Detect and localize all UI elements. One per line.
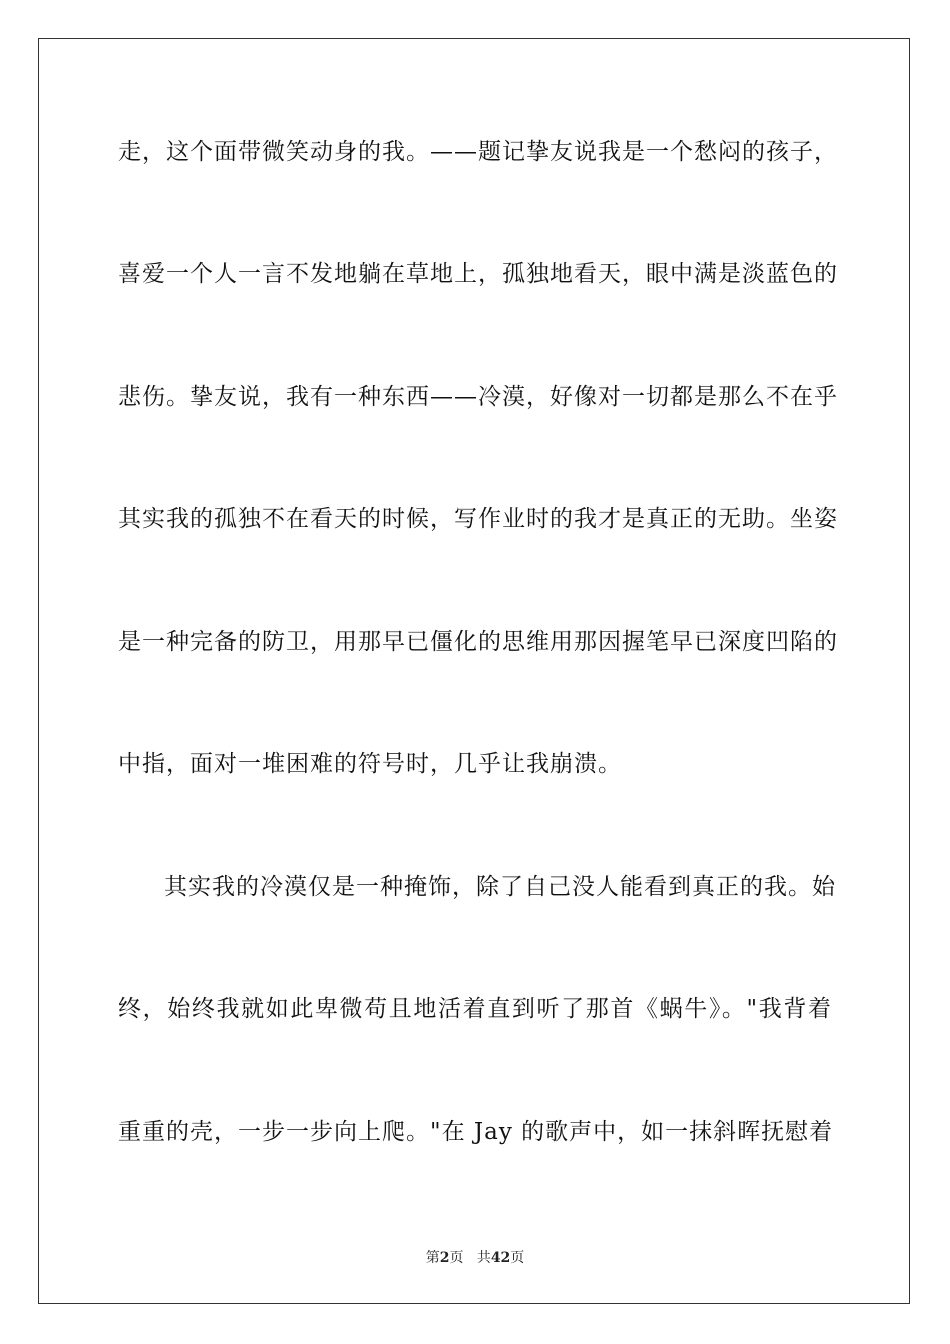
total-suffix: 页	[510, 1250, 525, 1266]
text-line-6: 中指，面对一堆困难的符号时，几乎让我崩溃。	[118, 751, 622, 777]
page-number: 2	[439, 1250, 450, 1266]
text-line-7: 其实我的冷漠仅是一种掩饰，除了自己没人能看到真正的我。始	[164, 874, 836, 900]
page-footer	[0, 1248, 950, 1268]
page-prefix: 第	[425, 1250, 440, 1266]
text-line-3: 悲伤。挚友说，我有一种东西——冷漠，好像对一切都是那么不在乎	[118, 384, 838, 410]
page-suffix: 页	[449, 1250, 464, 1266]
text-line-5: 是一种完备的防卫，用那早已僵化的思维用那因握笔早已深度凹陷的	[118, 629, 838, 655]
total-prefix: 共	[476, 1250, 491, 1266]
text-line-4: 其实我的孤独不在看天的时候，写作业时的我才是真正的无助。坐姿	[118, 506, 838, 532]
text-line-8: 终，始终我就如此卑微苟且地活着直到听了那首《蜗牛》。"我背着	[118, 996, 832, 1022]
text-line-9: 重重的壳，一步一步向上爬。"在 Jay 的歌声中，如一抹斜晖抚慰着	[118, 1119, 834, 1145]
text-line-1: 走，这个面带微笑动身的我。——题记挚友说我是一个愁闷的孩子，	[118, 139, 838, 165]
text-line-2: 喜爱一个人一言不发地躺在草地上，孤独地看天，眼中满是淡蓝色的	[118, 261, 838, 287]
total-pages: 42	[490, 1250, 511, 1266]
